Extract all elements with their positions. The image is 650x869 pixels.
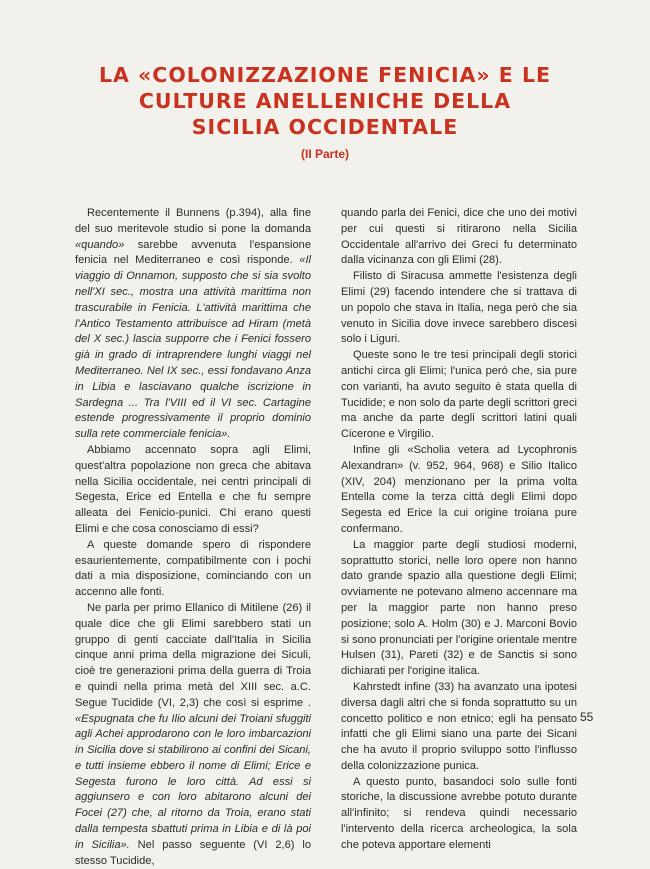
right-column [341,206,577,854]
page-number: 55 [580,710,594,724]
paragraph: Queste sono le tre tesi principali degli storici antichi circa gli Elimi; l'unica però che, sia pure con varianti, ha avuto seguito è stata quella di Tucidide; e non solo da parte degli scrittori greci ma anche da parte degli scrittori latini quali Cicerone e Virgilio. [341,349,577,441]
paragraph: Filisto di Siracusa ammette l'esistenza degli Elimi (29) facendo intendere che si trattava di un popolo che stava in Italia, nega però che sia venuto in Sicilia dove invece sarebbero discesi solo i Liguri. [341,270,577,346]
article-subtitle: (II Parte) [300,147,349,161]
title-line-2: CULTURE ANELLENICHE DELLA [138,89,512,113]
paragraph: La maggior parte degli studiosi moderni, soprattutto storici, nelle loro opere non hanno dato grande spazio alla questione degli Elimi; ovviamente ne potevano almeno accennare ma per la maggior parte non hanno preso posizione; solo A. Holm (30) e J. Marconi Bovio si sono pronunciati per l'origine orientale mentre Hulsen (31), Pareti (32) e de Sanctis si sono dichiarati per l'origine italica. [341,538,577,678]
title-line-1: LA «COLONIZZAZIONE FENICIA» E LE [98,63,552,87]
title-line-3: SICILIA OCCIDENTALE [191,115,459,139]
paragraph: quando parla dei Fenici, dice che uno dei motivi per cui questi si ritirarono nella Sicilia Occidentale all'arrivo dei Greci fu determinato dalla vicinanza con gli Elimi (28). [341,207,577,267]
paragraph: A questo punto, basandoci solo sulle fonti storiche, la discussione avrebbe potuto durante all'infinito; si rendeva quindi necessario l'intervento della ricerca archeologica, la sola che poteva apportare elementi [341,775,577,851]
article-title [40,62,610,140]
paragraph: Ne parla per primo Ellanico di Mitilene (26) il quale dice che gli Elimi sarebbero stati un gruppo di genti cacciate dall'Italia in Sicilia cinque anni prima della migrazione dei Siculi, cioè tre generazioni prima della guerra di Troia e quindi nella prima metà del XIII sec. a.C. Segue Tucidide (VI, 2,3) che così si esprime . «Espugnata che fu Ilio alcuni dei Troiani sfuggiti agli Achei approdarono con le loro imbarcazioni in Sicilia dove si stabilirono ai confini dei Sicani, e tutti insieme ebbero il nome di Elimi; Erice e Segesta furono le loro città. Ad essi si aggiunsero e con loro abitarono alcuni dei Focei (27) che, al ritorno da Troia, erano stati dalla tempesta sbattuti prima in Libia e di là poi in Sicilia». Nel passo seguente (VI 2,6) lo stesso Tucidide, [75,601,311,867]
left-column [75,206,311,869]
paragraph: Abbiamo accennato sopra agli Elimi, quest'altra popolazione non greca che abitava nella Sicilia occidentale, nei centri principali di Segesta, Erice ed Entella e che fu sempre alleata dei Fenicio-punici. Chi erano questi Elimi e che cosa conosciamo di essi? [75,443,311,535]
paragraph: Recentemente il Bunnens (p.394), alla fine del suo meritevole studio si pone la domanda «quando» sarebbe avvenuta l'espansione fenicia nel Mediterraneo e così risponde. «Il viaggio di Onnamon, supposto che si sia svolto nell'XI sec., mostra una attività marittima non trascurabile in Fenicia. L'attività marittima che l'Antico Testamento attribuisce ad Hiram (metà del X sec.) lascia supporre che i Fenici fossero già in grado di intraprendere lunghi viaggi nel Mediterraneo. Nel IX sec., essi fondavano Anza in Libia e lasciavano qualche iscrizione in Sardegna ... Tra l'VIII ed il VI sec. Cartagine estende progressivamente il proprio dominio sulla rete commerciale fenicia». [75,207,311,441]
paragraph: Kahrstedt infine (33) ha avanzato una ipotesi diversa dagli altri che si fonda soprattutto su un concetto politico e non etnico; egli ha pensato infatti che gli Elimi siano una parte dei Sicani che ha avuto il proprio sviluppo sotto l'influsso della colonizzazione punica. [341,680,577,772]
paragraph: Infine gli «Scholia vetera ad Lycophronis Alexandran» (v. 952, 964, 968) e Silio Italico (XIV, 204) menzionano per la prima volta Entella come la terza città degli Elimi dopo Segesta ed Erice la cui origine troiana pure confermano. [341,443,577,535]
paragraph: A queste domande spero di rispondere esaurientemente, compatibilmente con i pochi dati a mia disposizione, cominciando con un accenno alle fonti. [75,538,311,599]
